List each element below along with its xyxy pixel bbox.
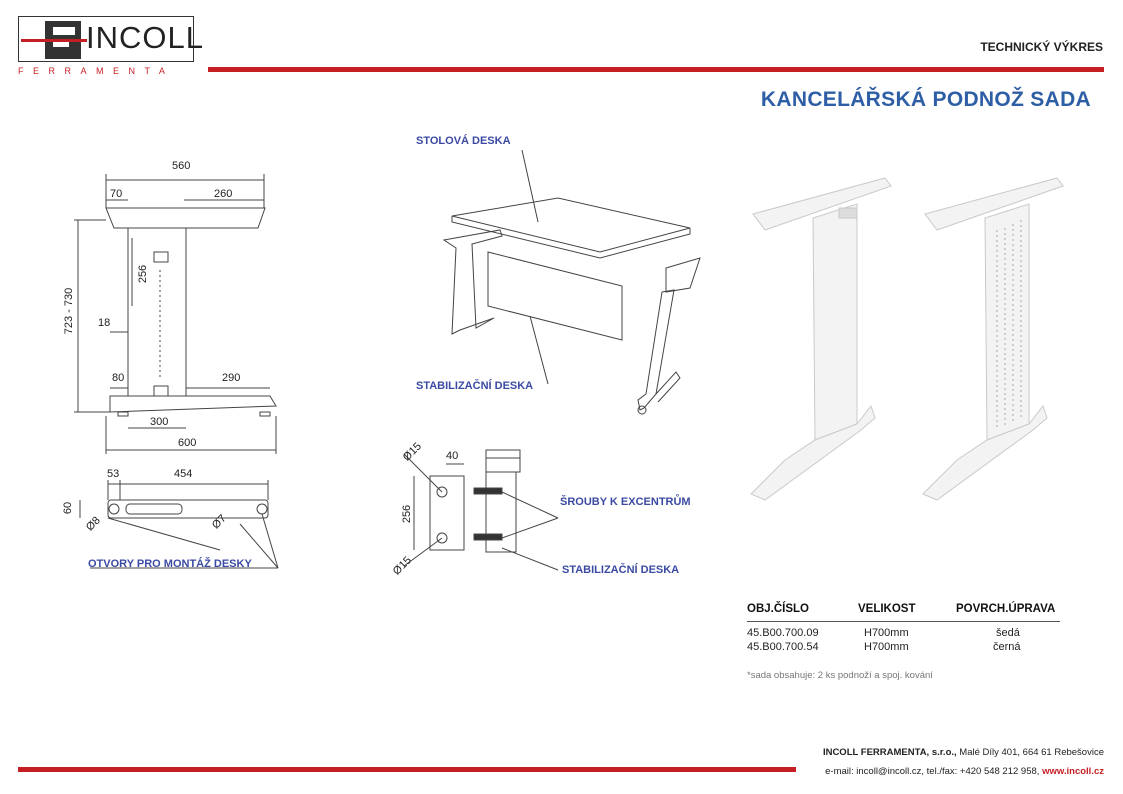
- dim-290: 290: [222, 372, 241, 384]
- dim-256: 256: [137, 264, 150, 284]
- dim-260: 260: [214, 188, 233, 200]
- table-cell: černá: [993, 641, 1021, 653]
- table-header-size: VELIKOST: [858, 603, 916, 615]
- label-stabilization-plate: STABILIZAČNÍ DESKA: [416, 380, 534, 392]
- footer-address: [823, 747, 1104, 758]
- label-mount-holes: OTVORY PRO MONTÁŽ DESKY: [88, 558, 252, 570]
- footer-contact: [825, 766, 1104, 777]
- product-illustration: [745, 170, 1085, 510]
- label-plate-detail: STABILIZAČNÍ DESKA: [562, 564, 680, 576]
- table-cell: 45.B00.700.54: [747, 641, 819, 653]
- dim-723-730: 723 - 730: [63, 287, 76, 335]
- dim-d7: Ø7: [209, 512, 229, 532]
- table-cell: 45.B00.700.09: [747, 627, 819, 639]
- dim-53: 53: [107, 468, 120, 480]
- table-cell: šedá: [996, 627, 1020, 639]
- header-rule: [208, 67, 1104, 72]
- dim-d15-bottom: Ø15: [390, 554, 414, 578]
- table-cell: H700mm: [864, 627, 909, 639]
- dim-300: 300: [150, 416, 169, 428]
- dim-560: 560: [172, 160, 191, 172]
- front-drawing: [70, 160, 290, 460]
- brand-name: INCOLL: [86, 20, 204, 55]
- table-header-order: OBJ.ČÍSLO: [747, 603, 809, 615]
- brand-sub: FERRAMENTA: [18, 66, 175, 76]
- dim-18: 18: [98, 317, 111, 329]
- detail-drawing: [390, 440, 710, 600]
- dim-60: 60: [62, 501, 75, 515]
- table-header-finish: POVRCH.ÚPRAVA: [956, 603, 1056, 615]
- dim-70: 70: [110, 188, 123, 200]
- footer-web-link[interactable]: www.incoll.cz: [1042, 766, 1104, 777]
- footer-street: Malé Díly 401, 664 61 Rebešovice: [956, 747, 1104, 758]
- dim-256-detail: 256: [401, 504, 414, 524]
- footer-company: INCOLL FERRAMENTA, s.r.o.,: [822, 747, 957, 758]
- top-view-drawing: [70, 470, 290, 570]
- dim-80: 80: [112, 372, 125, 384]
- dim-d8: Ø8: [83, 514, 103, 534]
- doc-type: TECHNICKÝ VÝKRES: [980, 40, 1103, 54]
- label-desk-top: STOLOVÁ DESKA: [416, 135, 511, 147]
- table-cell: H700mm: [864, 641, 909, 653]
- table-rule: [747, 621, 1060, 622]
- dim-600: 600: [178, 437, 197, 449]
- dim-d15-top: Ø15: [400, 440, 424, 464]
- footer-contact-text: e-mail: incoll@incoll.cz, tel./fax: +420 548 212 958,: [825, 766, 1043, 777]
- page-title: KANCELÁŘSKÁ PODNOŽ SADA: [760, 88, 1091, 111]
- footer-rule: [18, 767, 796, 772]
- dim-40: 40: [446, 450, 459, 462]
- dim-454: 454: [174, 468, 193, 480]
- label-screws: ŠROUBY K EXCENTRŮM: [560, 496, 691, 508]
- table-note: *sada obsahuje: 2 ks podnoží a spoj. kování: [747, 670, 933, 681]
